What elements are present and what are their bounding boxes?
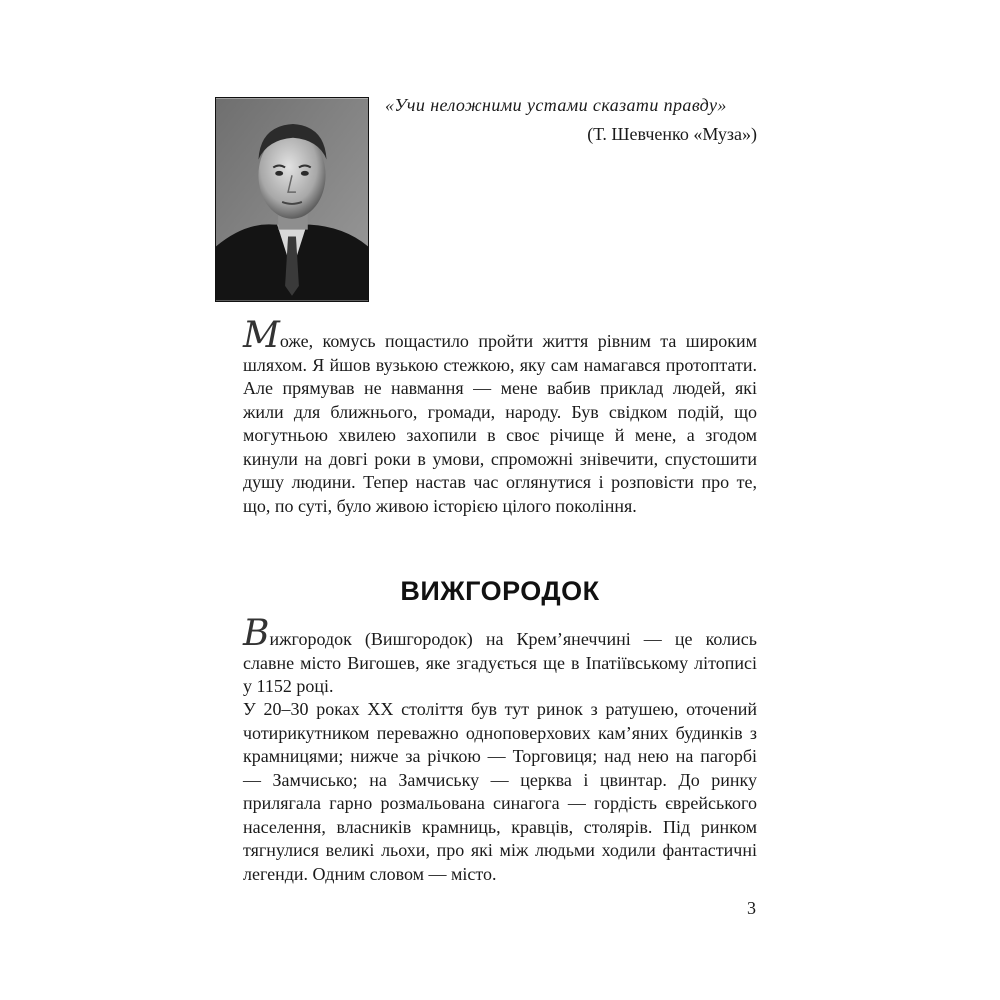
epigraph-quote: «Учи неложними устами сказати правду» <box>385 95 727 115</box>
intro-paragraph <box>243 315 757 518</box>
portrait-image <box>216 98 368 301</box>
page-number: 3 <box>747 898 756 918</box>
section-paragraph-1 <box>243 613 757 699</box>
section-paragraph-2-text: У 20–30 роках XX століття був тут ринок з ратушею, оточений чотирикутником переважно одноповерхових кам’яних будинків з крамницями; нижче за річкою — Торговиця; над нею на пагорбі — Замчисько; на Замчиську — церква і цвинтар. До ринку прилягала гарно розмальована синагога — гордість єврейського населення, власників крамниць, кравців, столярів. Під ринком тягнулися великі льохи, про які між людьми ходили фантастичні легенди. Одним словом — місто. <box>243 699 757 884</box>
author-portrait-photo <box>215 97 369 302</box>
section-paragraph-1-text: ижгородок (Вишгородок) на Крем’янеччині — це колись славне місто Вигошев, яке згадується ще в Іпатіївському літописі у 1152 році. <box>243 629 757 696</box>
intro-text: оже, комусь пощастило пройти життя рівним та широким шляхом. Я йшов вузькою стежкою, яку сам намагався протоптати. Але прямував не навмання — мене вабив приклад людей, які жили для ближнього, громади, народу. Був свідком подій, що могутньою хвилею захопили в своє річище й мене, а згодом кинули на довгі роки в умови, спроможні знівечити, спустошити душу людини. Тепер настав час оглянутися і розповісти про те, що, по суті, було живою історією цілого покоління. <box>243 331 757 516</box>
section-title: ВИЖГОРОДОК <box>400 576 600 606</box>
epigraph-source: (Т. Шевченко «Муза») <box>587 124 757 144</box>
section-dropcap: В <box>243 613 270 654</box>
section-paragraph-2 <box>243 698 757 886</box>
epigraph <box>385 91 757 148</box>
intro-dropcap: М <box>243 315 280 356</box>
